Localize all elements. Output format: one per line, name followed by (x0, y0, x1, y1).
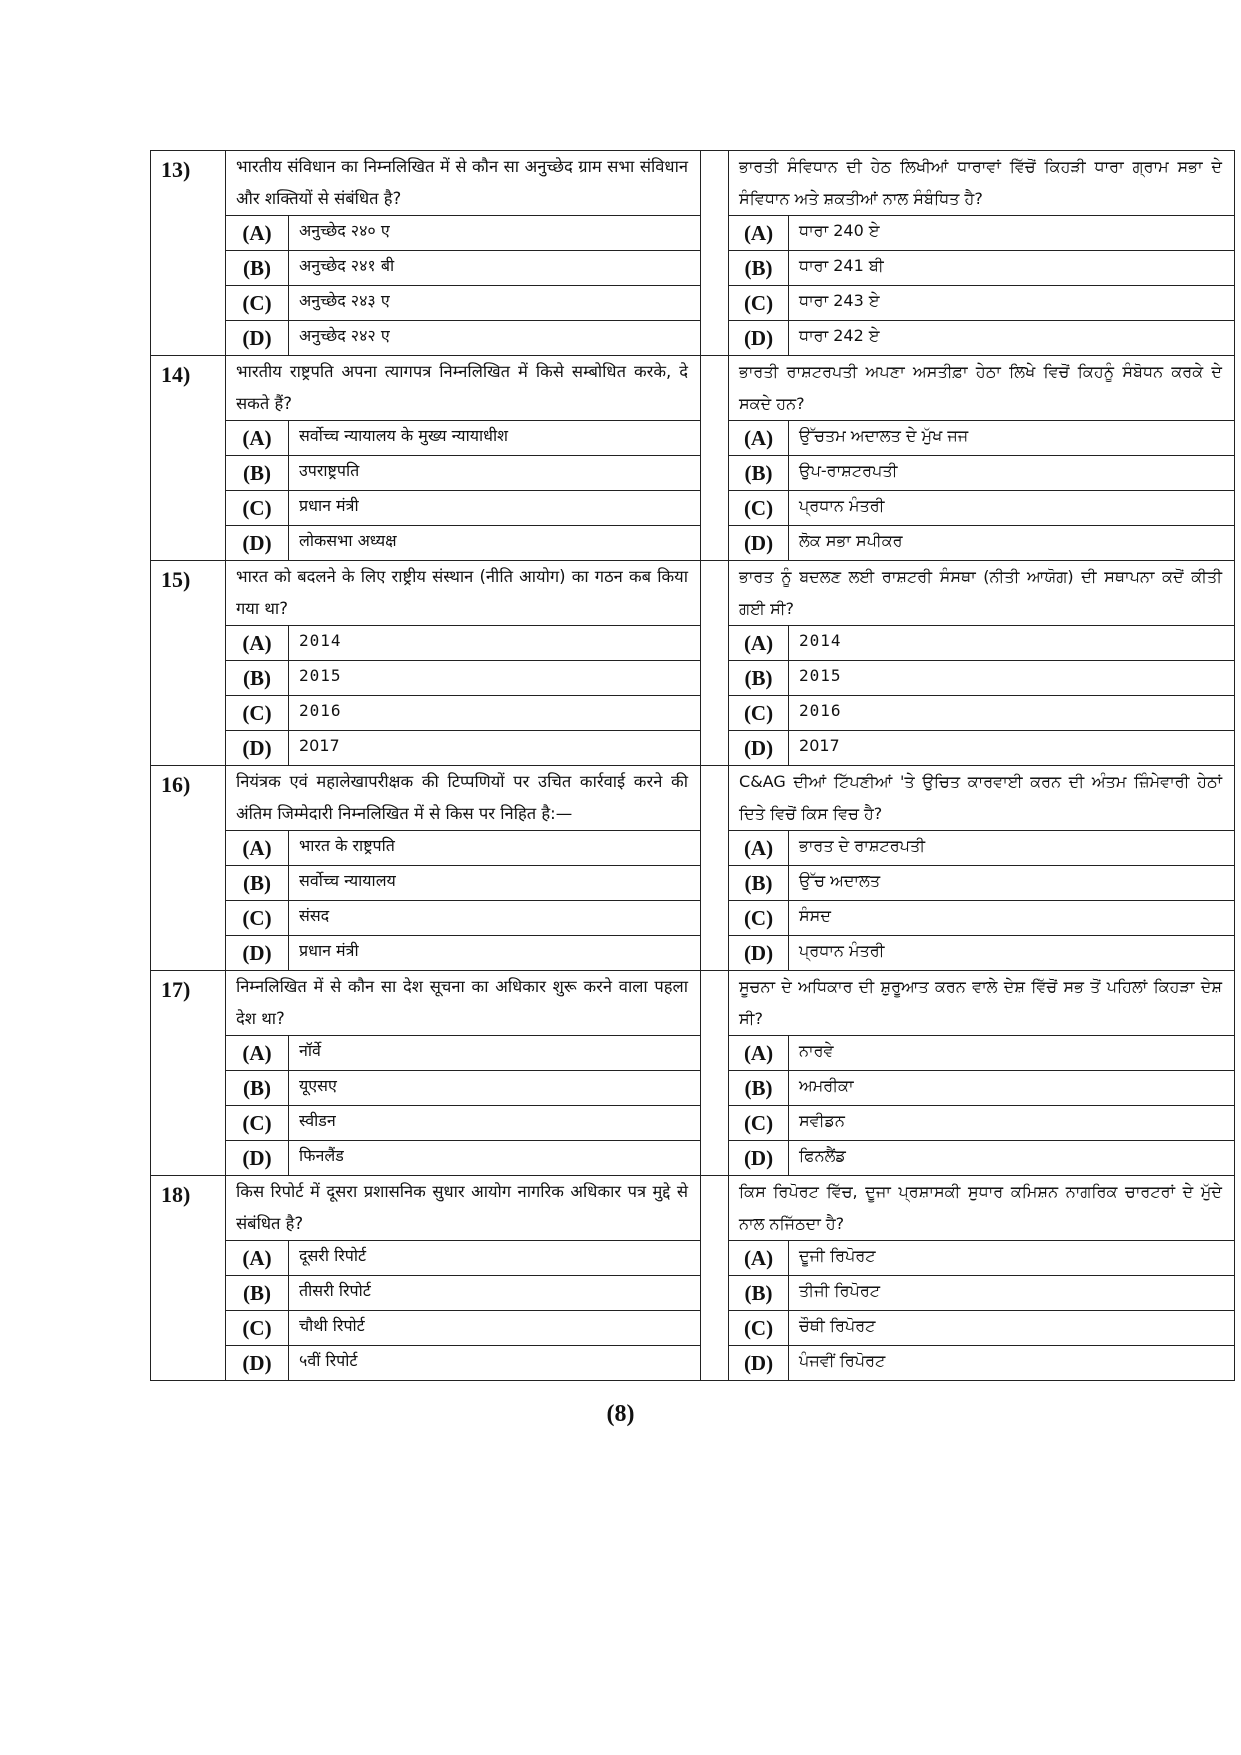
question-text-punjabi: ਭਾਰਤ ਨੂੰ ਬਦਲਣ ਲਈ ਰਾਸ਼ਟਰੀ ਸੰਸਥਾ (ਨੀਤੀ ਆਯੋਗ) ਦੀ ਸਥਾਪਨਾ ਕਦੋਂ ਕੀਤੀ ਗਈ ਸੀ? (729, 561, 1235, 626)
option-label-hindi: (C) (226, 1311, 289, 1346)
option-row (151, 1311, 1235, 1346)
option-label-punjabi: (B) (729, 661, 789, 696)
option-text-hindi: 2015 (289, 661, 701, 696)
option-label-punjabi: (A) (729, 1036, 789, 1071)
question-text-hindi: भारत को बदलने के लिए राष्ट्रीय संस्थान (नीति आयोग) का गठन कब किया गया था? (226, 561, 701, 626)
option-text-punjabi: ਭਾਰਤ ਦੇ ਰਾਸ਼ਟਰਪਤੀ (789, 831, 1235, 866)
option-label-hindi: (D) (226, 1141, 289, 1176)
question-row (151, 356, 1235, 421)
option-text-hindi: अनुच्छेद २४१ बी (289, 251, 701, 286)
option-row (151, 526, 1235, 561)
option-label-punjabi: (B) (729, 866, 789, 901)
option-label-punjabi: (B) (729, 1071, 789, 1106)
option-label-hindi: (B) (226, 1071, 289, 1106)
option-row (151, 1071, 1235, 1106)
option-text-punjabi: 2016 (789, 696, 1235, 731)
option-row (151, 286, 1235, 321)
option-label-hindi: (B) (226, 456, 289, 491)
option-label-hindi: (A) (226, 626, 289, 661)
option-text-punjabi: 2017 (789, 731, 1235, 766)
column-gap (701, 1176, 729, 1381)
option-text-hindi: लोकसभा अध्यक्ष (289, 526, 701, 561)
question-row (151, 151, 1235, 216)
option-label-punjabi: (B) (729, 456, 789, 491)
option-text-punjabi: 2014 (789, 626, 1235, 661)
question-row (151, 971, 1235, 1036)
option-text-punjabi: ਲੋਕ ਸਭਾ ਸਪੀਕਰ (789, 526, 1235, 561)
option-text-punjabi: ਫਿਨਲੈਂਡ (789, 1141, 1235, 1176)
option-row (151, 321, 1235, 356)
option-text-hindi: सर्वोच्च न्यायालय (289, 866, 701, 901)
option-text-hindi: उपराष्ट्रपति (289, 456, 701, 491)
option-text-punjabi: 2015 (789, 661, 1235, 696)
column-gap (701, 356, 729, 561)
option-text-hindi: फिनलैंड (289, 1141, 701, 1176)
option-label-punjabi: (A) (729, 626, 789, 661)
option-text-hindi: प्रधान मंत्री (289, 491, 701, 526)
option-text-punjabi: ਪ੍ਰਧਾਨ ਮੰਤਰੀ (789, 491, 1235, 526)
option-text-hindi: 2016 (289, 696, 701, 731)
option-text-hindi: चौथी रिपोर्ट (289, 1311, 701, 1346)
option-text-punjabi: ਸਵੀਡਨ (789, 1106, 1235, 1141)
option-row (151, 731, 1235, 766)
option-label-punjabi: (C) (729, 1311, 789, 1346)
option-label-punjabi: (C) (729, 696, 789, 731)
option-label-hindi: (C) (226, 1106, 289, 1141)
option-text-hindi: ५वीं रिपोर्ट (289, 1346, 701, 1381)
option-label-hindi: (D) (226, 321, 289, 356)
option-label-punjabi: (D) (729, 526, 789, 561)
option-label-punjabi: (C) (729, 1106, 789, 1141)
option-text-hindi: संसद (289, 901, 701, 936)
option-label-hindi: (A) (226, 1241, 289, 1276)
option-label-hindi: (C) (226, 491, 289, 526)
option-row (151, 936, 1235, 971)
question-number: 18) (151, 1176, 226, 1381)
option-row (151, 1106, 1235, 1141)
option-row (151, 831, 1235, 866)
question-number: 14) (151, 356, 226, 561)
option-text-hindi: यूएसए (289, 1071, 701, 1106)
option-text-hindi: अनुच्छेद २४२ ए (289, 321, 701, 356)
option-label-punjabi: (D) (729, 731, 789, 766)
question-row (151, 561, 1235, 626)
option-label-hindi: (C) (226, 901, 289, 936)
option-text-hindi: प्रधान मंत्री (289, 936, 701, 971)
option-text-hindi: तीसरी रिपोर्ट (289, 1276, 701, 1311)
option-text-hindi: 2017 (289, 731, 701, 766)
question-text-punjabi: C&AG ਦੀਆਂ ਟਿੱਪਣੀਆਂ 'ਤੇ ਉਚਿਤ ਕਾਰਵਾਈ ਕਰਨ ਦੀ ਅੰਤਮ ਜ਼ਿੰਮੇਵਾਰੀ ਹੇਠਾਂ ਦਿਤੇ ਵਿਚੋਂ ਕਿਸ ਵਿਚ ਹੈ? (729, 766, 1235, 831)
option-row (151, 696, 1235, 731)
option-text-punjabi: ਦੂਜੀ ਰਿਪੋਰਟ (789, 1241, 1235, 1276)
option-text-punjabi: ਪ੍ਰਧਾਨ ਮੰਤਰੀ (789, 936, 1235, 971)
option-label-punjabi: (C) (729, 286, 789, 321)
option-row (151, 421, 1235, 456)
question-text-hindi: किस रिपोर्ट में दूसरा प्रशासनिक सुधार आयोग नागरिक अधिकार पत्र मुद्दे से संबंधित है? (226, 1176, 701, 1241)
option-label-punjabi: (A) (729, 1241, 789, 1276)
option-label-hindi: (A) (226, 831, 289, 866)
column-gap (701, 151, 729, 356)
question-number: 17) (151, 971, 226, 1176)
option-row (151, 901, 1235, 936)
option-text-punjabi: ਪੰਜਵੀਂ ਰਿਪੋਰਟ (789, 1346, 1235, 1381)
option-row (151, 626, 1235, 661)
option-text-hindi: अनुच्छेद २४३ ए (289, 286, 701, 321)
question-text-hindi: भारतीय संविधान का निम्नलिखित में से कौन सा अनुच्छेद ग्राम सभा संविधान और शक्तियों से संबंधित है? (226, 151, 701, 216)
question-text-hindi: निम्नलिखित में से कौन सा देश सूचना का अधिकार शुरू करने वाला पहला देश था? (226, 971, 701, 1036)
question-row (151, 766, 1235, 831)
column-gap (701, 561, 729, 766)
question-text-punjabi: ਕਿਸ ਰਿਪੋਰਟ ਵਿੱਚ, ਦੂਜਾ ਪ੍ਰਸ਼ਾਸਕੀ ਸੁਧਾਰ ਕਮਿਸ਼ਨ ਨਾਗਰਿਕ ਚਾਰਟਰਾਂ ਦੇ ਮੁੱਦੇ ਨਾਲ ਨਜਿੱਠਦਾ ਹੈ? (729, 1176, 1235, 1241)
option-label-hindi: (A) (226, 1036, 289, 1071)
option-label-punjabi: (A) (729, 216, 789, 251)
option-text-hindi: 2014 (289, 626, 701, 661)
option-label-hindi: (B) (226, 251, 289, 286)
option-text-punjabi: ਉਪ-ਰਾਸ਼ਟਰਪਤੀ (789, 456, 1235, 491)
option-row (151, 456, 1235, 491)
option-label-punjabi: (A) (729, 421, 789, 456)
option-text-punjabi: ਨਾਰਵੇ (789, 1036, 1235, 1071)
question-text-hindi: नियंत्रक एवं महालेखापरीक्षक की टिप्पणियों पर उचित कार्रवाई करने की अंतिम जिम्मेदारी निम्नलिखित में से किस पर निहित है:— (226, 766, 701, 831)
option-text-punjabi: ਚੌਥੀ ਰਿਪੋਰਟ (789, 1311, 1235, 1346)
question-text-punjabi: ਭਾਰਤੀ ਸੰਵਿਧਾਨ ਦੀ ਹੇਠ ਲਿਖੀਆਂ ਧਾਰਾਵਾਂ ਵਿੱਚੋਂ ਕਿਹੜੀ ਧਾਰਾ ਗ੍ਰਾਮ ਸਭਾ ਦੇ ਸੰਵਿਧਾਨ ਅਤੇ ਸ਼ਕਤੀਆਂ ਨਾਲ ਸੰਬੰਧਿਤ ਹੈ? (729, 151, 1235, 216)
option-text-hindi: दूसरी रिपोर्ट (289, 1241, 701, 1276)
option-text-hindi: अनुच्छेद २४० ए (289, 216, 701, 251)
option-label-punjabi: (B) (729, 1276, 789, 1311)
option-text-hindi: भारत के राष्ट्रपति (289, 831, 701, 866)
option-label-punjabi: (C) (729, 491, 789, 526)
option-row (151, 251, 1235, 286)
column-gap (701, 766, 729, 971)
option-label-punjabi: (D) (729, 321, 789, 356)
option-text-punjabi: ਸੰਸਦ (789, 901, 1235, 936)
option-text-punjabi: ਅਮਰੀਕਾ (789, 1071, 1235, 1106)
option-row (151, 1241, 1235, 1276)
option-row (151, 661, 1235, 696)
question-number: 15) (151, 561, 226, 766)
option-text-punjabi: ਧਾਰਾ 241 ਬੀ (789, 251, 1235, 286)
option-label-hindi: (B) (226, 866, 289, 901)
question-row (151, 1176, 1235, 1241)
option-label-hindi: (A) (226, 421, 289, 456)
question-number: 16) (151, 766, 226, 971)
column-gap (701, 971, 729, 1176)
page-number: (8) (606, 1401, 635, 1427)
option-row (151, 1276, 1235, 1311)
question-number: 13) (151, 151, 226, 356)
option-label-hindi: (C) (226, 286, 289, 321)
option-text-punjabi: ਉੱਚ ਅਦਾਲਤ (789, 866, 1235, 901)
option-label-hindi: (D) (226, 526, 289, 561)
option-label-hindi: (B) (226, 1276, 289, 1311)
option-row (151, 1141, 1235, 1176)
option-label-punjabi: (D) (729, 1141, 789, 1176)
question-text-punjabi: ਸੂਚਨਾ ਦੇ ਅਧਿਕਾਰ ਦੀ ਸ਼ੁਰੂਆਤ ਕਰਨ ਵਾਲੇ ਦੇਸ਼ ਵਿੱਚੋਂ ਸਭ ਤੋਂ ਪਹਿਲਾਂ ਕਿਹੜਾ ਦੇਸ਼ ਸੀ? (729, 971, 1235, 1036)
option-row (151, 491, 1235, 526)
option-label-hindi: (A) (226, 216, 289, 251)
option-label-hindi: (D) (226, 1346, 289, 1381)
option-text-hindi: सर्वोच्च न्यायालय के मुख्य न्यायाधीश (289, 421, 701, 456)
option-label-hindi: (D) (226, 731, 289, 766)
question-text-punjabi: ਭਾਰਤੀ ਰਾਸ਼ਟਰਪਤੀ ਅਪਣਾ ਅਸਤੀਫ਼ਾ ਹੇਠਾ ਲਿਖੇ ਵਿਚੋਂ ਕਿਹਨੂੰ ਸੰਬੋਧਨ ਕਰਕੇ ਦੇ ਸਕਦੇ ਹਨ? (729, 356, 1235, 421)
option-text-punjabi: ਧਾਰਾ 242 ਏ (789, 321, 1235, 356)
option-text-punjabi: ਤੀਜੀ ਰਿਪੋਰਟ (789, 1276, 1235, 1311)
option-label-punjabi: (D) (729, 1346, 789, 1381)
option-label-punjabi: (B) (729, 251, 789, 286)
question-sheet (150, 150, 1234, 1381)
option-label-hindi: (D) (226, 936, 289, 971)
question-text-hindi: भारतीय राष्ट्रपति अपना त्यागपत्र निम्नलिखित में किसे सम्बोधित करके, दे सकते हैं? (226, 356, 701, 421)
option-label-hindi: (C) (226, 696, 289, 731)
option-label-hindi: (B) (226, 661, 289, 696)
option-text-hindi: स्वीडन (289, 1106, 701, 1141)
option-label-punjabi: (A) (729, 831, 789, 866)
option-text-punjabi: ਉੱਚਤਮ ਅਦਾਲਤ ਦੇ ਮੁੱਖ ਜਜ (789, 421, 1235, 456)
option-label-punjabi: (C) (729, 901, 789, 936)
option-text-punjabi: ਧਾਰਾ 243 ਏ (789, 286, 1235, 321)
questions-table (150, 150, 1235, 1381)
option-text-punjabi: ਧਾਰਾ 240 ਏ (789, 216, 1235, 251)
option-row (151, 866, 1235, 901)
option-row (151, 216, 1235, 251)
option-row (151, 1036, 1235, 1071)
option-text-hindi: नॉर्वे (289, 1036, 701, 1071)
option-label-punjabi: (D) (729, 936, 789, 971)
option-row (151, 1346, 1235, 1381)
